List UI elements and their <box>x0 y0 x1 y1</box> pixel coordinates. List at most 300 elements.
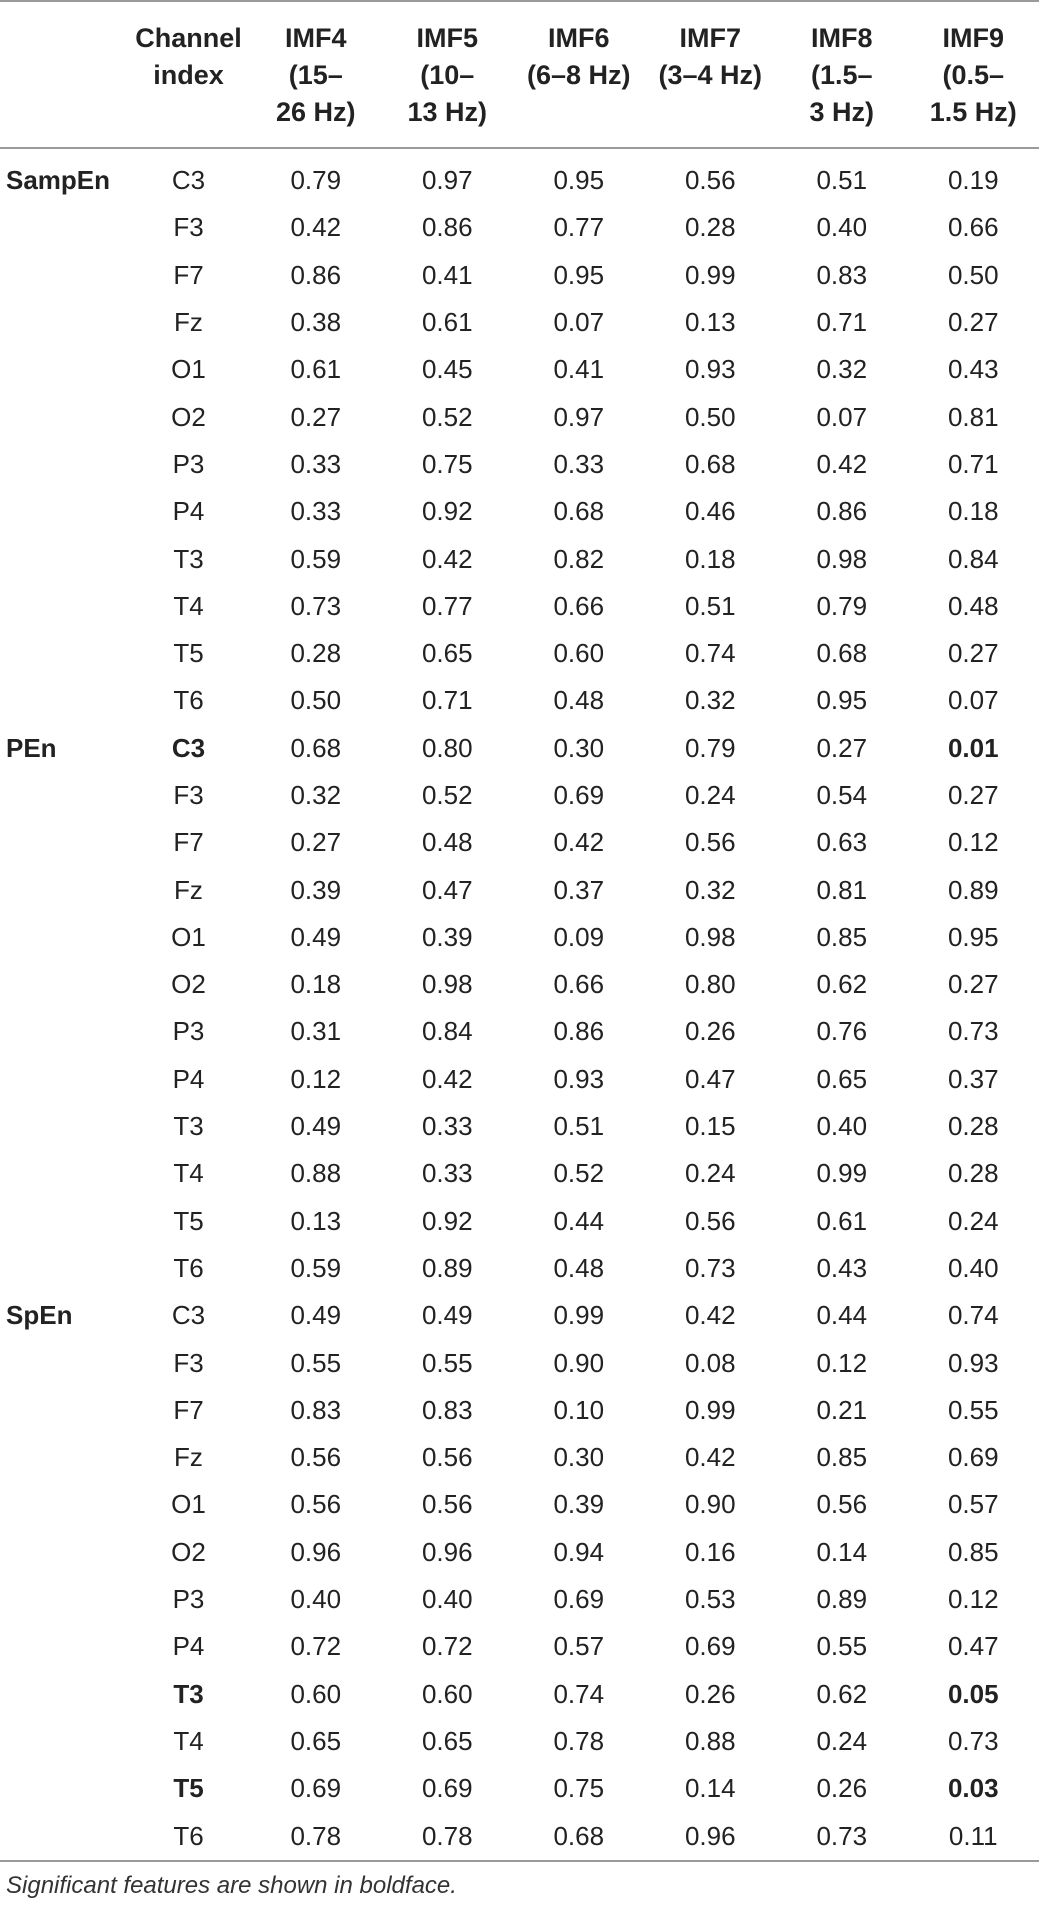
header-imf4 <box>250 1 382 148</box>
value-cell: 0.24 <box>816 1725 868 1756</box>
table-row <box>0 535 1039 582</box>
table-row <box>0 441 1039 488</box>
group-label-empty <box>0 772 127 819</box>
channel-cell: F7 <box>173 1394 204 1425</box>
value-cell: 0.62 <box>816 969 868 1000</box>
value-cell: 0.27 <box>290 401 342 432</box>
header-imf-line: (0.5– <box>942 60 1005 90</box>
value-cell: 0.24 <box>947 1205 999 1236</box>
group-label-empty <box>0 441 127 488</box>
value-cell: 0.69 <box>553 780 605 810</box>
value-cell: 0.33 <box>290 448 342 479</box>
value-cell: 0.97 <box>553 401 605 432</box>
value-cell: 0.42 <box>816 448 868 479</box>
channel-cell: C3 <box>171 165 206 196</box>
table-row <box>0 1387 1039 1434</box>
table-row <box>0 1529 1039 1576</box>
value-cell: 0.51 <box>553 1111 605 1142</box>
value-cell: 0.30 <box>553 1442 605 1473</box>
value-cell: 0.66 <box>553 969 605 1000</box>
value-cell: 0.71 <box>947 448 999 479</box>
channel-cell: P4 <box>172 1631 205 1662</box>
value-cell: 0.21 <box>816 1394 868 1425</box>
value-cell: 0.79 <box>684 732 736 763</box>
value-cell: 0.41 <box>421 259 473 290</box>
value-cell: 0.77 <box>553 212 605 243</box>
value-cell: 0.56 <box>421 1442 473 1473</box>
value-cell: 0.60 <box>421 1678 473 1709</box>
value-cell: 0.43 <box>816 1252 868 1283</box>
value-cell: 0.71 <box>421 685 473 716</box>
value-cell: 0.95 <box>553 259 605 290</box>
table-row <box>0 630 1039 677</box>
value-cell: 0.55 <box>816 1631 868 1662</box>
channel-cell: T4 <box>173 590 204 621</box>
value-cell: 0.26 <box>684 1016 736 1047</box>
table-row <box>0 1812 1039 1860</box>
value-cell: 0.39 <box>421 921 473 952</box>
value-cell: 0.86 <box>816 496 868 527</box>
channel-cell: O2 <box>171 401 206 432</box>
value-cell: 0.50 <box>947 259 999 290</box>
header-imf-line: 13 Hz) <box>407 97 488 127</box>
value-cell: 0.42 <box>421 543 473 574</box>
header-imf-line: 3 Hz) <box>809 97 874 127</box>
value-cell: 0.78 <box>553 1725 605 1756</box>
value-cell: 0.37 <box>947 1063 999 1094</box>
value-cell: 0.11 <box>948 1820 998 1851</box>
value-cell: 0.75 <box>553 1773 605 1804</box>
value-cell: 0.26 <box>684 1678 736 1709</box>
value-cell: 0.88 <box>684 1725 736 1756</box>
channel-cell: F7 <box>173 259 204 290</box>
value-cell: 0.68 <box>553 496 605 527</box>
value-cell: 0.13 <box>684 307 736 338</box>
value-cell: 0.39 <box>553 1489 605 1520</box>
table-row <box>0 583 1039 630</box>
value-cell: 0.59 <box>290 543 342 574</box>
value-cell: 0.18 <box>684 543 736 574</box>
value-cell: 0.48 <box>947 590 999 621</box>
value-cell: 0.37 <box>553 874 605 905</box>
group-label-empty <box>0 1198 127 1245</box>
table-row <box>0 1718 1039 1765</box>
value-cell: 0.16 <box>684 1536 736 1567</box>
value-cell: 0.52 <box>421 780 473 810</box>
value-cell: 0.43 <box>947 354 999 385</box>
value-cell: 0.07 <box>816 401 868 432</box>
value-cell: 0.65 <box>421 638 473 669</box>
value-cell: 0.74 <box>553 1678 605 1709</box>
table-row <box>0 1765 1039 1812</box>
value-cell: 0.63 <box>816 827 868 858</box>
value-cell: 0.69 <box>684 1631 736 1662</box>
channel-cell: F3 <box>173 780 204 810</box>
table-row <box>0 299 1039 346</box>
value-cell: 0.14 <box>684 1773 736 1804</box>
value-cell: 0.27 <box>947 780 999 810</box>
value-cell: 0.56 <box>684 1205 736 1236</box>
header-channel-line: index <box>153 60 224 90</box>
value-cell: 0.99 <box>684 1394 736 1425</box>
group-label-empty <box>0 583 127 630</box>
group-label-empty <box>0 1150 127 1197</box>
value-cell: 0.90 <box>684 1489 736 1520</box>
value-cell: 0.05 <box>947 1678 999 1709</box>
channel-cell: O1 <box>171 1489 206 1520</box>
channel-cell: Fz <box>174 1442 203 1473</box>
value-cell: 0.27 <box>947 307 999 338</box>
table-row <box>0 1056 1039 1103</box>
header-imf-line: IMF4 <box>284 23 347 53</box>
value-cell: 0.73 <box>947 1725 999 1756</box>
value-cell: 0.73 <box>684 1252 736 1283</box>
value-cell: 0.51 <box>684 590 736 621</box>
footnote: Significant features are shown in boldface. <box>0 1861 1039 1900</box>
header-channel-line: Channel <box>135 23 242 53</box>
value-cell: 0.85 <box>816 1442 868 1473</box>
channel-cell: O1 <box>171 354 206 385</box>
table-row <box>0 1150 1039 1197</box>
header-imf-line: IMF9 <box>942 23 1004 53</box>
value-cell: 0.55 <box>421 1347 473 1378</box>
channel-cell: T5 <box>173 1773 204 1804</box>
value-cell: 0.69 <box>290 1773 342 1804</box>
header-imf-line: IMF7 <box>679 23 741 53</box>
value-cell: 0.47 <box>947 1631 999 1662</box>
value-cell: 0.69 <box>553 1584 605 1615</box>
group-label-empty <box>0 1765 127 1812</box>
table-row <box>0 1198 1039 1245</box>
channel-cell: P3 <box>172 1584 205 1615</box>
value-cell: 0.28 <box>947 1158 999 1189</box>
value-cell: 0.27 <box>947 969 999 1000</box>
value-cell: 0.18 <box>947 496 999 527</box>
value-cell: 0.93 <box>553 1063 605 1094</box>
table-row <box>0 866 1039 913</box>
header-imf9 <box>908 1 1039 148</box>
value-cell: 0.27 <box>947 638 999 669</box>
value-cell: 0.85 <box>816 921 868 952</box>
value-cell: 0.86 <box>421 212 473 243</box>
value-cell: 0.42 <box>684 1300 736 1331</box>
group-label-empty <box>0 1434 127 1481</box>
header-imf-line: 1.5 Hz) <box>929 97 1017 127</box>
value-cell: 0.61 <box>290 354 342 385</box>
value-cell: 0.42 <box>553 827 605 858</box>
value-cell: 0.69 <box>421 1773 473 1804</box>
channel-cell: T4 <box>173 1158 204 1189</box>
table-row <box>0 961 1039 1008</box>
value-cell: 0.89 <box>947 874 999 905</box>
value-cell: 0.89 <box>816 1584 868 1615</box>
table-row <box>0 819 1039 866</box>
value-cell: 0.99 <box>684 259 736 290</box>
value-cell: 0.56 <box>290 1442 342 1473</box>
group-label-empty <box>0 1339 127 1386</box>
value-cell: 0.40 <box>816 1111 868 1142</box>
value-cell: 0.73 <box>290 590 342 621</box>
value-cell: 0.57 <box>947 1489 999 1520</box>
table-row <box>0 725 1039 772</box>
value-cell: 0.54 <box>816 780 868 810</box>
table-row <box>0 914 1039 961</box>
group-label-empty <box>0 1056 127 1103</box>
channel-cell: C3 <box>171 1300 206 1331</box>
header-imf-line: IMF5 <box>416 23 478 53</box>
value-cell: 0.76 <box>816 1016 868 1047</box>
value-cell: 0.79 <box>290 165 342 196</box>
group-label: PEn <box>6 732 57 763</box>
value-cell: 0.65 <box>290 1725 342 1756</box>
value-cell: 0.59 <box>290 1252 342 1283</box>
value-cell: 0.38 <box>290 307 342 338</box>
value-cell: 0.27 <box>290 827 342 858</box>
value-cell: 0.03 <box>947 1773 999 1804</box>
value-cell: 0.83 <box>290 1394 342 1425</box>
value-cell: 0.97 <box>421 165 473 196</box>
table-row <box>0 1245 1039 1292</box>
value-cell: 0.96 <box>421 1536 473 1567</box>
value-cell: 0.56 <box>421 1489 473 1520</box>
value-cell: 0.86 <box>553 1016 605 1047</box>
header-imf5 <box>382 1 514 148</box>
value-cell: 0.95 <box>816 685 868 716</box>
value-cell: 0.96 <box>684 1820 736 1851</box>
group-label-empty <box>0 1481 127 1528</box>
table-row <box>0 1292 1039 1339</box>
header-channel-index <box>127 1 250 148</box>
group-label-empty <box>0 914 127 961</box>
value-cell: 0.52 <box>421 401 473 432</box>
value-cell: 0.93 <box>947 1347 999 1378</box>
channel-cell: T4 <box>173 1725 204 1756</box>
value-cell: 0.81 <box>947 401 999 432</box>
value-cell: 0.98 <box>816 543 868 574</box>
value-cell: 0.42 <box>684 1442 736 1473</box>
value-cell: 0.65 <box>421 1725 473 1756</box>
group-label-empty <box>0 1812 127 1860</box>
table-row <box>0 148 1039 204</box>
value-cell: 0.90 <box>553 1347 605 1378</box>
value-cell: 0.99 <box>816 1158 868 1189</box>
value-cell: 0.77 <box>421 590 473 621</box>
channel-cell: Fz <box>174 307 203 338</box>
value-cell: 0.15 <box>684 1111 736 1142</box>
group-label-empty <box>0 204 127 251</box>
channel-cell: F3 <box>173 1347 204 1378</box>
table-row <box>0 1339 1039 1386</box>
value-cell: 0.88 <box>290 1158 342 1189</box>
channel-cell: P4 <box>172 496 205 527</box>
header-imf-line: IMF8 <box>810 23 873 53</box>
table-row <box>0 1671 1039 1718</box>
value-cell: 0.79 <box>816 590 868 621</box>
group-label-empty <box>0 1103 127 1150</box>
value-cell: 0.95 <box>553 165 605 196</box>
value-cell: 0.31 <box>290 1016 342 1047</box>
value-cell: 0.62 <box>816 1678 868 1709</box>
header-group-cell <box>0 1 127 148</box>
value-cell: 0.78 <box>290 1820 342 1851</box>
value-cell: 0.49 <box>290 1300 342 1331</box>
table-row <box>0 1576 1039 1623</box>
value-cell: 0.33 <box>553 448 605 479</box>
value-cell: 0.50 <box>290 685 342 716</box>
value-cell: 0.09 <box>553 921 605 952</box>
group-label-empty <box>0 1718 127 1765</box>
channel-cell: T5 <box>173 1205 204 1236</box>
value-cell: 0.12 <box>947 1584 999 1615</box>
group-label-empty <box>0 488 127 535</box>
value-cell: 0.12 <box>947 827 999 858</box>
value-cell: 0.12 <box>290 1063 342 1094</box>
value-cell: 0.56 <box>684 165 736 196</box>
value-cell: 0.01 <box>947 732 999 763</box>
value-cell: 0.33 <box>290 496 342 527</box>
value-cell: 0.60 <box>290 1678 342 1709</box>
group-label-empty <box>0 1576 127 1623</box>
channel-cell: T6 <box>173 1252 204 1283</box>
header-imf7 <box>645 1 777 148</box>
value-cell: 0.28 <box>684 212 736 243</box>
value-cell: 0.08 <box>684 1347 736 1378</box>
table-row <box>0 1008 1039 1055</box>
value-cell: 0.24 <box>684 1158 736 1189</box>
value-cell: 0.92 <box>421 1205 473 1236</box>
header-imf-line: IMF6 <box>547 23 610 53</box>
value-cell: 0.61 <box>421 307 473 338</box>
value-cell: 0.93 <box>684 354 736 385</box>
value-cell: 0.85 <box>947 1536 999 1567</box>
value-cell: 0.80 <box>684 969 736 1000</box>
channel-cell: Fz <box>174 874 203 905</box>
table-row <box>0 346 1039 393</box>
value-cell: 0.30 <box>553 732 605 763</box>
group-label-empty <box>0 630 127 677</box>
value-cell: 0.12 <box>816 1347 868 1378</box>
value-cell: 0.69 <box>947 1442 999 1473</box>
channel-cell: O2 <box>171 969 206 1000</box>
table-row <box>0 772 1039 819</box>
value-cell: 0.83 <box>421 1394 473 1425</box>
value-cell: 0.56 <box>816 1489 868 1520</box>
header-imf-line: (15– <box>288 60 343 90</box>
value-cell: 0.71 <box>816 307 868 338</box>
header-imf-line: (3–4 Hz) <box>658 60 763 90</box>
value-cell: 0.13 <box>290 1205 342 1236</box>
channel-cell: F7 <box>173 827 204 858</box>
group-label-empty <box>0 1245 127 1292</box>
group-label-empty <box>0 961 127 1008</box>
value-cell: 0.52 <box>553 1158 605 1189</box>
group-label-empty <box>0 1671 127 1718</box>
header-imf8 <box>776 1 908 148</box>
value-cell: 0.47 <box>684 1063 736 1094</box>
value-cell: 0.07 <box>553 307 605 338</box>
value-cell: 0.51 <box>816 165 868 196</box>
value-cell: 0.86 <box>290 259 342 290</box>
value-cell: 0.78 <box>421 1820 473 1851</box>
value-cell: 0.55 <box>947 1394 999 1425</box>
value-cell: 0.44 <box>553 1205 605 1236</box>
header-imf-line: 26 Hz) <box>275 97 356 127</box>
header-imf-line: (1.5– <box>810 60 873 90</box>
group-label-empty <box>0 535 127 582</box>
value-cell: 0.68 <box>290 732 342 763</box>
value-cell: 0.50 <box>684 401 736 432</box>
value-cell: 0.42 <box>290 212 342 243</box>
value-cell: 0.44 <box>816 1300 868 1331</box>
channel-cell: T6 <box>173 1820 204 1851</box>
value-cell: 0.49 <box>290 1111 342 1142</box>
group-label-empty <box>0 866 127 913</box>
table-row <box>0 488 1039 535</box>
value-cell: 0.48 <box>421 827 473 858</box>
value-cell: 0.40 <box>947 1252 999 1283</box>
group-label-empty <box>0 1529 127 1576</box>
value-cell: 0.60 <box>553 638 605 669</box>
value-cell: 0.28 <box>290 638 342 669</box>
channel-cell: T3 <box>173 1678 204 1709</box>
group-label-empty <box>0 346 127 393</box>
value-cell: 0.28 <box>947 1111 999 1142</box>
header-imf6 <box>513 1 645 148</box>
value-cell: 0.48 <box>553 1252 605 1283</box>
value-cell: 0.61 <box>816 1205 868 1236</box>
group-label-empty <box>0 677 127 724</box>
value-cell: 0.19 <box>947 165 999 196</box>
table-row <box>0 204 1039 251</box>
header-imf-line: (6–8 Hz) <box>526 60 631 90</box>
value-cell: 0.26 <box>816 1773 868 1804</box>
value-cell: 0.33 <box>421 1158 473 1189</box>
table-footer <box>0 1861 1039 1900</box>
value-cell: 0.68 <box>553 1820 605 1851</box>
value-cell: 0.45 <box>421 354 473 385</box>
value-cell: 0.33 <box>421 1111 473 1142</box>
value-cell: 0.07 <box>947 685 999 716</box>
value-cell: 0.80 <box>421 732 473 763</box>
group-label-empty <box>0 819 127 866</box>
table-row <box>0 1481 1039 1528</box>
table-row <box>0 1434 1039 1481</box>
value-cell: 0.41 <box>553 354 605 385</box>
value-cell: 0.56 <box>684 827 736 858</box>
value-cell: 0.81 <box>816 874 868 905</box>
value-cell: 0.49 <box>290 921 342 952</box>
value-cell: 0.32 <box>816 354 868 385</box>
value-cell: 0.27 <box>816 732 868 763</box>
value-cell: 0.48 <box>553 685 605 716</box>
value-cell: 0.24 <box>684 780 736 810</box>
header-imf-line: (10– <box>420 60 475 90</box>
value-cell: 0.42 <box>421 1063 473 1094</box>
value-cell: 0.32 <box>684 874 736 905</box>
group-label-empty <box>0 1008 127 1055</box>
value-cell: 0.82 <box>553 543 605 574</box>
channel-cell: F3 <box>173 212 204 243</box>
group-label: SpEn <box>6 1300 73 1331</box>
value-cell: 0.98 <box>421 969 473 1000</box>
value-cell: 0.47 <box>421 874 473 905</box>
value-cell: 0.73 <box>816 1820 868 1851</box>
value-cell: 0.39 <box>290 874 342 905</box>
value-cell: 0.92 <box>421 496 473 527</box>
value-cell: 0.99 <box>553 1300 605 1331</box>
channel-cell: T5 <box>173 638 204 669</box>
group-label-empty <box>0 1387 127 1434</box>
